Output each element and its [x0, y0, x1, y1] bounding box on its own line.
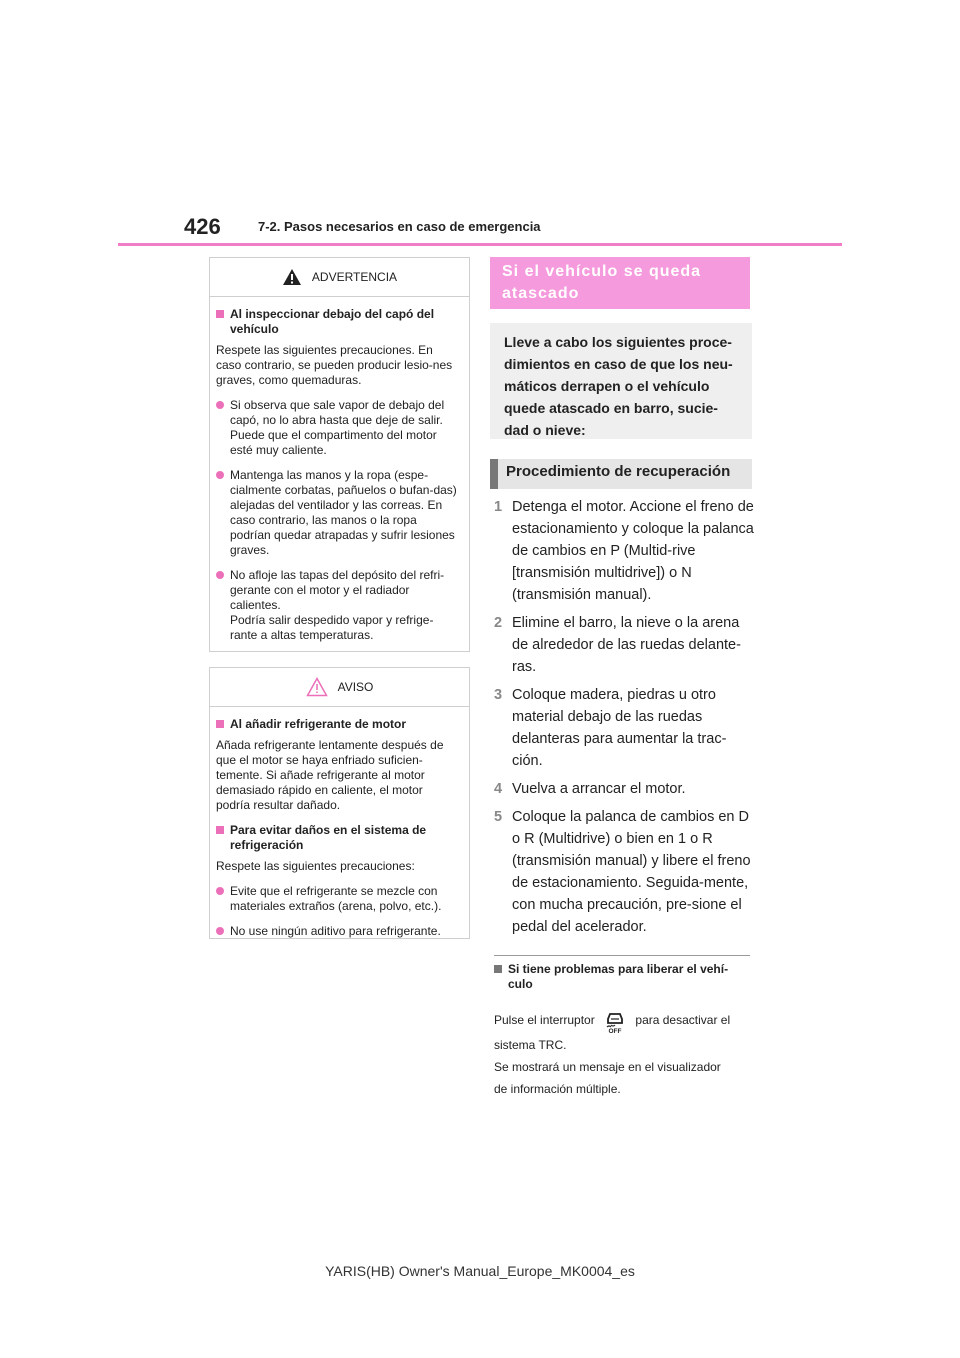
warning-box: [209, 257, 470, 652]
warning-intro: Respete las siguientes precauciones. En caso contrario, se pueden producir lesio-nes graves, como quemaduras.: [216, 343, 453, 387]
step-item: [494, 778, 754, 800]
separator-rule: [494, 955, 750, 956]
step-number: 2: [494, 615, 503, 631]
dot-bullet-icon: [216, 471, 224, 479]
notice-heading-2: Para evitar daños en el sistema de refrigeración: [230, 823, 427, 852]
warning-triangle-icon: [282, 268, 302, 286]
trc-icon-label: OFF: [608, 1028, 622, 1034]
notice-bullet: Evite que el refrigerante se mezcle con materiales extraños (arena, polvo, etc.).: [216, 884, 459, 914]
notice-box-header: [210, 668, 469, 707]
trc-line2: sistema TRC.: [494, 1038, 567, 1052]
section-title: 7-2. Pasos necesarios en caso de emergencia: [258, 219, 541, 234]
square-bullet-icon: [216, 310, 224, 318]
notice-text-2: Respete las siguientes precauciones:: [216, 859, 415, 873]
step-text: Elimine el barro, la nieve o la arena de alrededor de las ruedas delante-ras.: [512, 615, 741, 675]
square-bullet-icon: [494, 965, 502, 973]
square-bullet-icon: [216, 720, 224, 728]
dot-bullet-icon: [216, 401, 224, 409]
warning-bullet: No afloje las tapas del depósito del refri-gerante con el motor y el radiador calientes. Podría salir despedido vapor y refrige-rante a altas temperaturas.: [216, 568, 459, 643]
trc-line1-before: Pulse el interruptor: [494, 1013, 595, 1028]
step-number: 1: [494, 499, 503, 515]
notice-title: AVISO: [337, 680, 374, 694]
notice-box: [209, 667, 470, 939]
warning-heading: Al inspeccionar debajo del capó del vehículo: [230, 307, 435, 336]
procedure-title: Procedimiento de recuperación: [490, 459, 752, 489]
step-number: 5: [494, 809, 503, 825]
notice-text-1: Añada refrigerante lentamente después de que el motor se haya enfriado suficien-temente. Si añade refrigerante al motor demasiado rápido en caliente, el motor podría resultar dañado.: [216, 738, 444, 812]
notice-bullet: No use ningún aditivo para refrigerante.: [216, 924, 459, 939]
caution-triangle-icon: [306, 677, 328, 697]
dot-bullet-icon: [216, 927, 224, 935]
footer: YARIS(HB) Owner's Manual_Europe_MK0004_es: [325, 1263, 635, 1279]
procedure-steps: [494, 496, 754, 944]
step-number: 3: [494, 687, 503, 703]
warning-bullet: Mantenga las manos y la ropa (espe-cialmente corbatas, pañuelos o bufan-das) alejadas del ventilador y las correas. En caso contrario, las manos o la ropa podrían quedar atrapadas y sufrir lesiones graves.: [216, 468, 459, 558]
stuck-intro: Lleve a cabo los siguientes proce-dimientos en caso de que los neu-máticos derrapen o el vehículo quede atascado en barro, sucie-dad o nieve:: [490, 323, 752, 439]
warning-title: ADVERTENCIA: [311, 270, 398, 284]
trc-line4: de información múltiple.: [494, 1082, 621, 1096]
trc-line3: Se mostrará un mensaje en el visualizador: [494, 1060, 721, 1074]
warning-box-header: [210, 258, 469, 297]
trc-line1-after: para desactivar el: [635, 1013, 731, 1028]
square-bullet-icon: [216, 826, 224, 834]
trc-off-icon: [602, 1008, 628, 1034]
step-text: Coloque madera, piedras u otro material debajo de las ruedas delanteras para aumentar la trac-ción.: [512, 687, 727, 769]
dot-bullet-icon: [216, 887, 224, 895]
header-rule: [118, 243, 842, 246]
warning-bullet: Si observa que sale vapor de debajo del capó, no lo abra hasta que deje de salir. Puede que el compartimento del motor esté muy caliente.: [216, 398, 459, 458]
trc-info: [494, 1008, 756, 1100]
stuck-section-title: Si el vehículo se queda atascado: [490, 257, 750, 309]
step-text: Coloque la palanca de cambios en D o R (Multidrive) o bien en 1 o R (transmisión manual) y libere el freno de estacionamiento. Seguida-mente, con mucha precaución, pre-sione el pedal del acelerador.: [512, 809, 751, 935]
dot-bullet-icon: [216, 571, 224, 579]
page-number: 426: [184, 214, 221, 239]
trc-heading: Si tiene problemas para liberar el vehí-culo: [508, 962, 729, 991]
step-number: 4: [494, 781, 503, 797]
step-text: Detenga el motor. Accione el freno de estacionamiento y coloque la palanca de cambios en P (Multid-rive [transmisión multidrive]) o N (transmisión manual).: [512, 499, 754, 603]
step-item: [494, 806, 754, 938]
step-item: [494, 684, 754, 772]
step-item: [494, 496, 754, 606]
step-text: Vuelva a arrancar el motor.: [512, 781, 686, 797]
trc-heading-row: [494, 962, 750, 992]
step-item: [494, 612, 754, 678]
notice-heading-1: Al añadir refrigerante de motor: [230, 717, 407, 731]
